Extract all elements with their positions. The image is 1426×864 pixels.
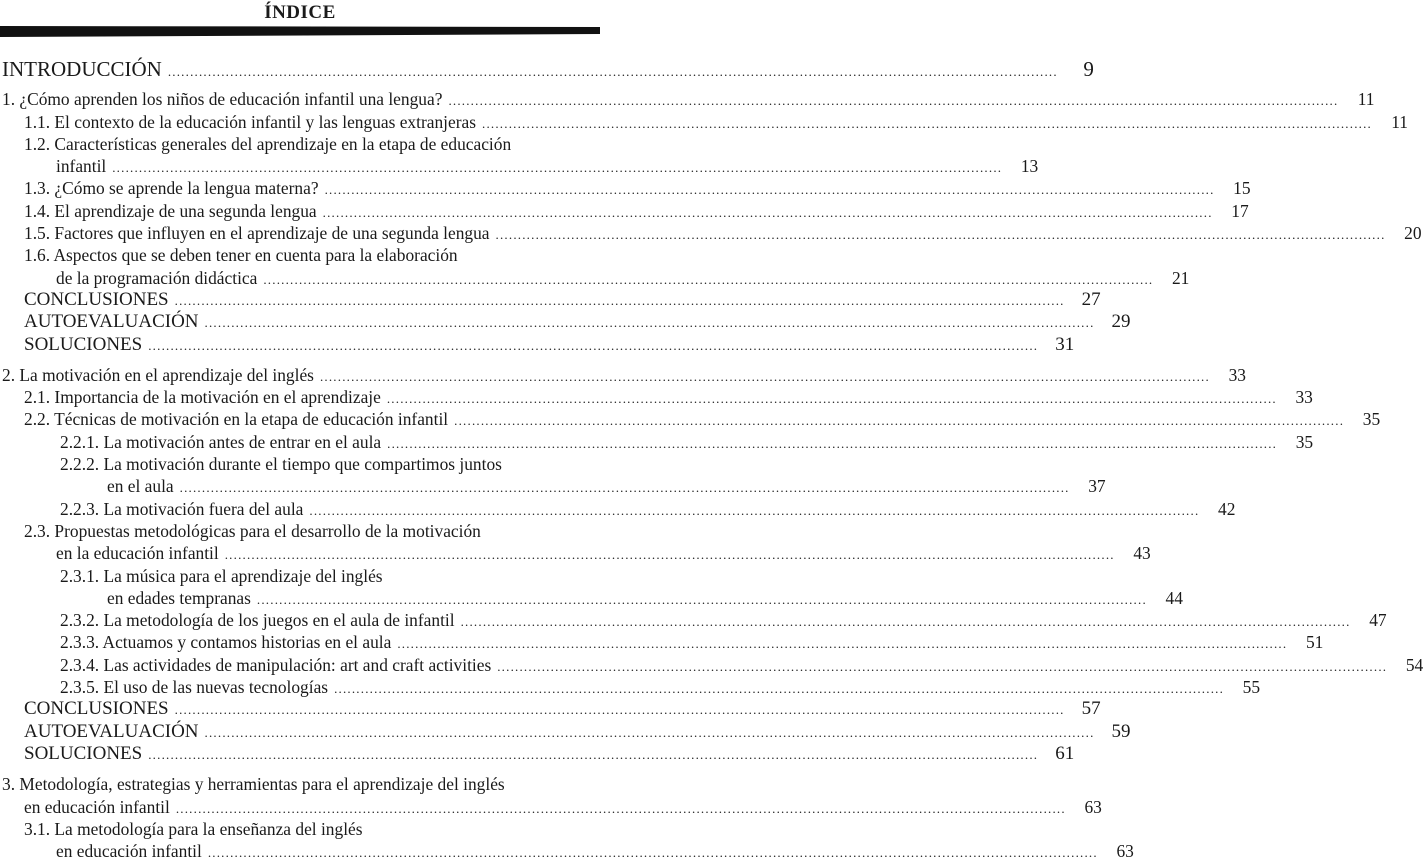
dot-leader: ........................................................................................................................................................................................................ — [454, 413, 1345, 429]
dot-leader: ........................................................................................................................................................................................................ — [319, 368, 1210, 384]
entry-title: CONCLUSIONES — [24, 698, 169, 720]
toc-line — [0, 498, 1236, 520]
page-number: 42 — [1218, 498, 1236, 519]
toc-entry[interactable] — [0, 609, 1387, 631]
page-number: 35 — [1295, 431, 1314, 452]
toc-line — [0, 431, 1314, 453]
toc-line — [0, 720, 1131, 743]
toc-entry[interactable] — [0, 565, 1183, 610]
toc-line — [0, 609, 1387, 631]
toc-line — [0, 155, 1039, 177]
toc-line — [0, 111, 1408, 133]
toc-line — [0, 654, 1424, 676]
toc-line — [0, 565, 600, 587]
dot-leader: ........................................................................................................................................................................................................ — [256, 591, 1147, 607]
toc-entry[interactable] — [0, 742, 1075, 765]
entry-title: en edades tempranas — [107, 587, 251, 608]
entry-title: AUTOEVALUACIÓN — [24, 720, 199, 742]
entry-title: 1.6. Aspectos que se deben tener en cuenta para la elaboración — [24, 245, 458, 266]
page-number: 57 — [1081, 698, 1101, 720]
toc-entry[interactable] — [0, 177, 1251, 199]
page-number: 13 — [1020, 156, 1039, 177]
entry-title: 1.3. ¿Cómo se aprende la lengua materna? — [24, 178, 319, 199]
entry-title: 2.3. Propuestas metodológicas para el desarrollo de la motivación — [24, 520, 481, 541]
page-number: 37 — [1088, 476, 1106, 497]
toc-line — [0, 840, 1134, 862]
toc-entry[interactable] — [0, 698, 1101, 720]
toc-entry[interactable] — [0, 88, 1375, 110]
dot-leader: ........................................................................................................................................................................................................ — [148, 746, 1039, 762]
dot-leader: ........................................................................................................................................................................................................ — [497, 658, 1388, 674]
toc-line — [0, 542, 1151, 564]
dot-leader: ........................................................................................................................................................................................................ — [309, 502, 1200, 518]
toc-line — [0, 818, 600, 840]
dot-leader: ........................................................................................................................................................................................................ — [174, 702, 1065, 718]
dot-leader: ........................................................................................................................................................................................................ — [224, 547, 1115, 563]
dot-leader: ........................................................................................................................................................................................................ — [448, 93, 1339, 109]
toc-line — [0, 57, 1094, 81]
page-number: 33 — [1228, 364, 1246, 385]
toc-entry[interactable] — [0, 364, 1246, 386]
toc-line — [0, 796, 1102, 818]
entry-title: 2.1. Importancia de la motivación en el aprendizaje — [24, 387, 381, 408]
page-number: 55 — [1242, 677, 1261, 698]
page-number: 11 — [1391, 111, 1408, 132]
entry-title: CONCLUSIONES — [24, 288, 169, 310]
toc-entry[interactable] — [0, 773, 1102, 818]
entry-title: 2.3.2. La metodología de los juegos en el aula de infantil — [60, 610, 455, 631]
toc-entry[interactable] — [0, 111, 1408, 133]
page-number: 20 — [1404, 223, 1422, 244]
dot-leader: ........................................................................................................................................................................................................ — [175, 800, 1066, 816]
page-number: 17 — [1231, 200, 1249, 221]
dot-leader: ........................................................................................................................................................................................................ — [174, 292, 1065, 308]
dot-leader: ........................................................................................................................................................................................................ — [148, 337, 1039, 353]
toc-line — [0, 177, 1251, 199]
toc-entry[interactable] — [0, 720, 1131, 743]
entry-title: AUTOEVALUACIÓN — [24, 311, 199, 333]
entry-title: de la programación didáctica — [56, 267, 258, 288]
page-number: 54 — [1405, 654, 1424, 675]
toc-entry[interactable] — [0, 818, 1134, 863]
page-number: 63 — [1084, 796, 1102, 817]
toc-entry[interactable] — [0, 631, 1324, 653]
page-number: 27 — [1081, 288, 1101, 310]
dot-leader: ........................................................................................................................................................................................................ — [482, 115, 1372, 131]
entry-title: en educación infantil — [24, 796, 170, 817]
toc-entry[interactable] — [0, 386, 1313, 408]
dot-leader: ........................................................................................................................................................................................................ — [204, 724, 1095, 740]
toc-line — [0, 587, 1183, 609]
page-number: 47 — [1369, 610, 1387, 631]
toc-line — [0, 408, 1381, 430]
entry-title: 1.5. Factores que influyen en el aprendizaje de una segunda lengua — [24, 223, 490, 244]
dot-leader: ........................................................................................................................................................................................................ — [397, 636, 1288, 652]
toc-entry[interactable] — [0, 676, 1261, 698]
entry-title: 2.3.5. El uso de las nuevas tecnologías — [60, 677, 329, 698]
entry-title: 1. ¿Cómo aprenden los niños de educación infantil una lengua? — [2, 89, 443, 110]
entry-title: 2.2. Técnicas de motivación en la etapa de educación infantil — [24, 409, 449, 430]
toc-entry[interactable] — [0, 453, 1106, 498]
page-number: 61 — [1055, 742, 1075, 764]
toc-entry[interactable] — [0, 520, 1151, 565]
page-title: ÍNDICE — [264, 2, 336, 23]
dot-leader: ........................................................................................................................................................................................................ — [207, 845, 1098, 861]
toc-line — [0, 631, 1324, 653]
toc-line — [0, 222, 1422, 244]
entry-title: INTRODUCCIÓN — [2, 57, 162, 81]
toc-entry[interactable] — [0, 244, 1190, 289]
toc-line — [0, 311, 1131, 333]
entry-title: 3.1. La metodología para la enseñanza del inglés — [24, 818, 363, 839]
page-number: 51 — [1305, 632, 1324, 653]
dot-leader: ........................................................................................................................................................................................................ — [324, 182, 1215, 198]
dot-leader: ........................................................................................................................................................................................................ — [263, 271, 1154, 287]
toc-entry[interactable] — [0, 333, 1075, 356]
dot-leader: ........................................................................................................................................................................................................ — [112, 160, 1003, 176]
toc-line — [0, 333, 1075, 356]
entry-title: 2.2.3. La motivación fuera del aula — [60, 498, 304, 519]
entry-title: en educación infantil — [56, 841, 202, 862]
section-gap — [0, 356, 600, 364]
entry-title: 2.2.1. La motivación antes de entrar en el aula — [60, 431, 382, 452]
page-number: 43 — [1133, 543, 1151, 564]
toc-line — [0, 676, 1261, 698]
toc-line — [0, 520, 600, 542]
toc-entry[interactable] — [0, 200, 1249, 222]
page-number: 9 — [1083, 57, 1094, 81]
dot-leader: ........................................................................................................................................................................................................ — [387, 435, 1278, 451]
dot-leader: ........................................................................................................................................................................................................ — [204, 315, 1095, 331]
toc-line — [0, 453, 600, 475]
toc-line — [0, 244, 600, 266]
toc-line — [0, 133, 600, 155]
dot-leader: ........................................................................................................................................................................................................ — [495, 227, 1386, 243]
entry-title: 2.3.1. La música para el aprendizaje del inglés — [60, 565, 383, 586]
entry-title: SOLUCIONES — [24, 742, 143, 764]
page-number: 15 — [1233, 178, 1251, 199]
page-number: 31 — [1055, 333, 1075, 355]
title-rule — [0, 25, 600, 37]
toc-line — [0, 475, 1106, 497]
page-number: 33 — [1295, 387, 1313, 408]
entry-title: 3. Metodología, estrategias y herramientas para el aprendizaje del inglés — [2, 774, 505, 795]
entry-title: infantil — [56, 156, 107, 177]
toc-line — [0, 88, 1375, 110]
page-number: 63 — [1116, 841, 1134, 862]
dot-leader: ........................................................................................................................................................................................................ — [167, 64, 1058, 79]
entry-title: 2.2.2. La motivación durante el tiempo que compartimos juntos — [60, 454, 502, 475]
section-gap — [0, 765, 600, 773]
toc-line — [0, 386, 1313, 408]
toc-entry[interactable] — [0, 654, 1424, 676]
toc-entry[interactable] — [0, 288, 1101, 311]
dot-leader: ........................................................................................................................................................................................................ — [386, 391, 1277, 407]
page-number: 29 — [1111, 311, 1131, 333]
toc-entry[interactable] — [0, 311, 1131, 333]
toc-line — [0, 773, 600, 795]
toc-entry[interactable] — [0, 408, 1381, 430]
entry-title: 2. La motivación en el aprendizaje del inglés — [2, 364, 314, 385]
entry-title: en el aula — [107, 476, 174, 497]
dot-leader: ........................................................................................................................................................................................................ — [460, 614, 1351, 630]
toc-line — [0, 698, 1101, 720]
toc-line — [0, 200, 1249, 222]
dot-leader: ........................................................................................................................................................................................................ — [179, 480, 1070, 496]
table-of-contents — [0, 57, 1424, 862]
toc-line — [0, 267, 1190, 289]
entry-title: 2.3.4. Las actividades de manipulación: art and craft activities — [60, 654, 492, 675]
toc-entry[interactable] — [0, 57, 1094, 81]
toc-line — [0, 742, 1075, 765]
toc-entry[interactable] — [0, 133, 1039, 178]
dot-leader: ........................................................................................................................................................................................................ — [334, 681, 1225, 697]
toc-entry[interactable] — [0, 431, 1314, 453]
toc-line — [0, 288, 1101, 311]
entry-title: SOLUCIONES — [24, 333, 143, 355]
entry-title: 1.2. Características generales del aprendizaje en la etapa de educación — [24, 133, 512, 154]
entry-title: en la educación infantil — [56, 543, 219, 564]
toc-entry[interactable] — [0, 222, 1422, 244]
entry-title: 2.3.3. Actuamos y contamos historias en el aula — [60, 632, 392, 653]
toc-line — [0, 364, 1246, 386]
dot-leader: ........................................................................................................................................................................................................ — [322, 204, 1213, 220]
page-number: 35 — [1362, 409, 1381, 430]
entry-title: 1.1. El contexto de la educación infantil y las lenguas extranjeras — [24, 111, 476, 132]
page-number: 11 — [1357, 89, 1375, 110]
page-number: 44 — [1165, 587, 1183, 608]
entry-title: 1.4. El aprendizaje de una segunda lengua — [24, 200, 317, 221]
toc-entry[interactable] — [0, 498, 1236, 520]
page-number: 21 — [1171, 267, 1190, 288]
page-number: 59 — [1111, 720, 1131, 742]
